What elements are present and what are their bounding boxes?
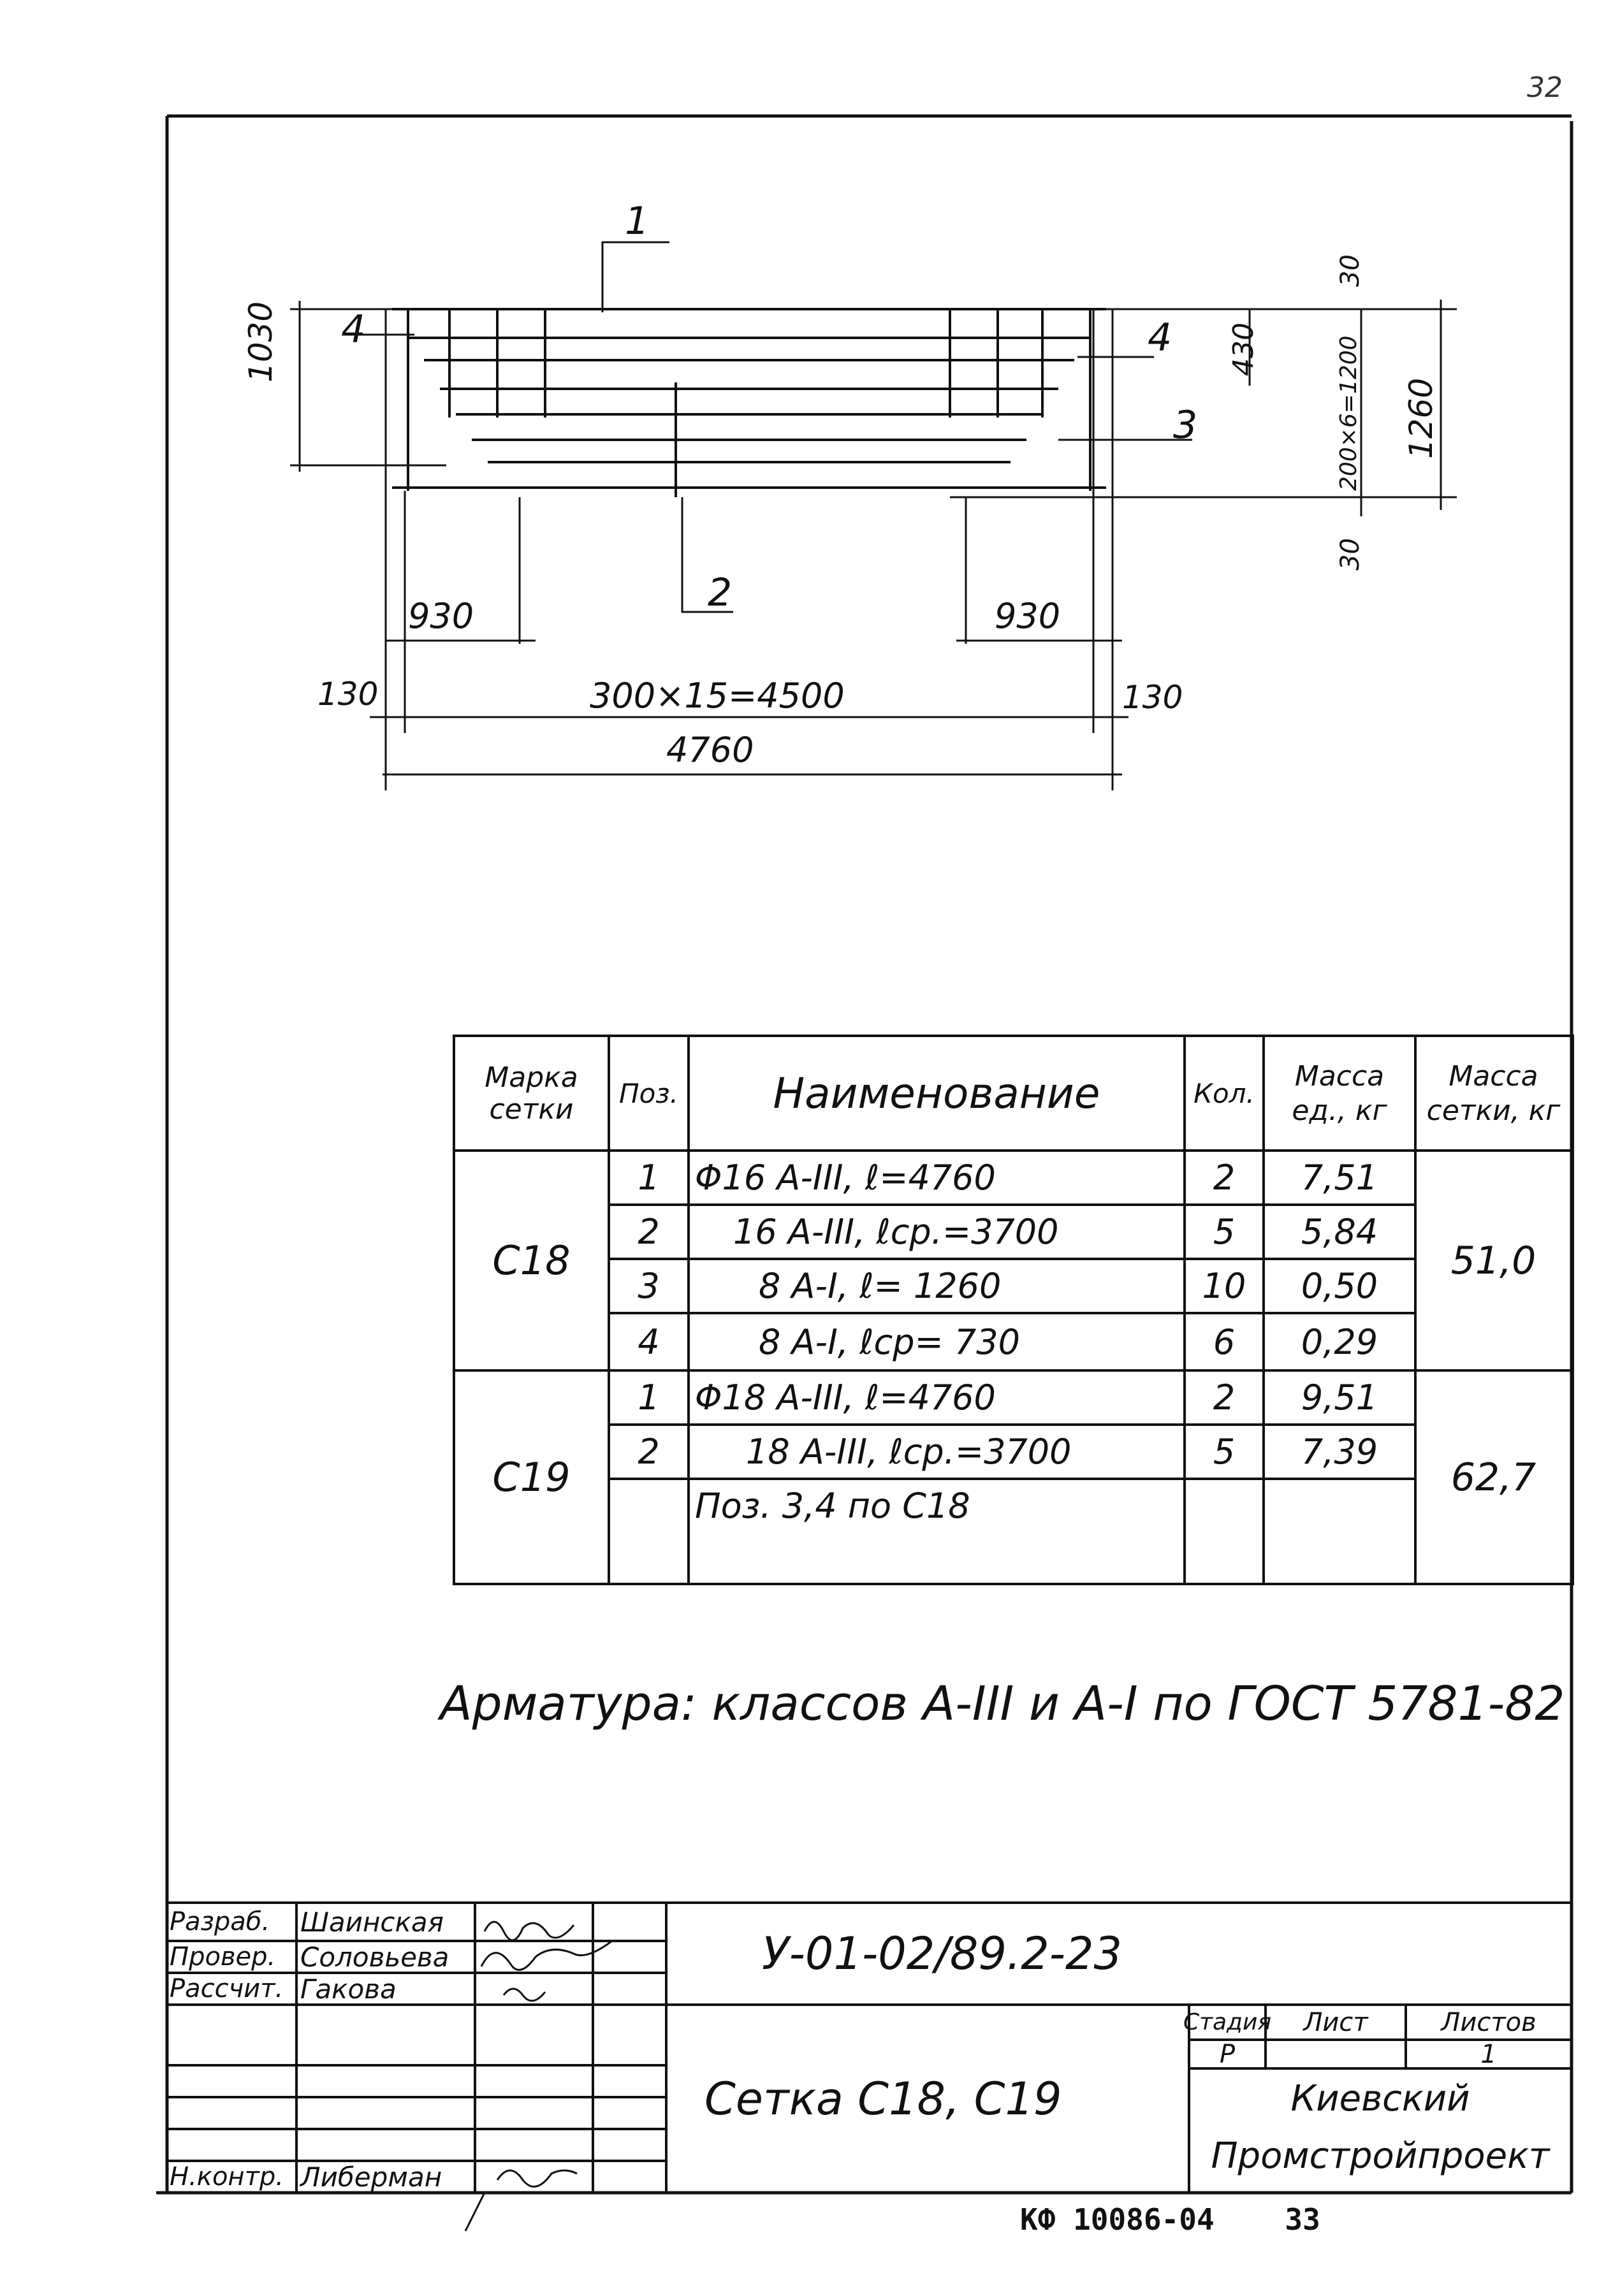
document-code: У-01-02/89.2-23 bbox=[762, 1928, 1123, 1980]
table-row-name: 16 А-III, ℓср.=3700 bbox=[733, 1212, 1059, 1252]
dim-total: 4760 bbox=[666, 730, 754, 770]
table-row-name: Поз. 3,4 по С18 bbox=[695, 1486, 970, 1526]
table-row-unit-mass: 7,51 bbox=[1301, 1158, 1378, 1198]
header-qty: Кол. bbox=[1193, 1078, 1255, 1109]
table-row-qty bbox=[1185, 1479, 1264, 1533]
table-row-qty: 10 bbox=[1202, 1266, 1246, 1306]
mark-c19: С19 bbox=[492, 1454, 571, 1500]
table-row-pos: 3 bbox=[638, 1266, 660, 1306]
sheet-label: Лист bbox=[1303, 2007, 1368, 2037]
sheets-label: Листов bbox=[1441, 2007, 1536, 2037]
dimension-lines bbox=[290, 242, 1457, 790]
table-row-pos: 2 bbox=[638, 1212, 660, 1252]
organization-line-2: Промстройпроект bbox=[1211, 2135, 1550, 2177]
dim-right-130: 130 bbox=[1122, 679, 1183, 716]
archive-stamp: КФ 10086-04 33 bbox=[1020, 2202, 1320, 2237]
title-person: Гакова bbox=[300, 1973, 397, 2005]
table-row-unit-mass: 0,50 bbox=[1301, 1266, 1378, 1306]
callout-position-3: 3 bbox=[1173, 403, 1198, 447]
title-role: Разраб. bbox=[170, 1907, 270, 1936]
table-row-name: 18 А-III, ℓср.=3700 bbox=[746, 1432, 1072, 1472]
sheet-value bbox=[1266, 2040, 1406, 2068]
dim-right-spacing: 200×6=1200 bbox=[1336, 335, 1362, 491]
dim-right-bottom-30: 30 bbox=[1336, 538, 1365, 570]
header-unit-mass: Масса ед., кг bbox=[1292, 1059, 1387, 1127]
dim-span: 300×15=4500 bbox=[590, 676, 845, 716]
title-role: Н.контр. bbox=[170, 2162, 284, 2191]
mesh-drawing bbox=[392, 309, 1106, 497]
mesh-mass-c18: 51,0 bbox=[1450, 1238, 1536, 1283]
table-row-qty: 5 bbox=[1213, 1432, 1236, 1472]
table-row-name: Φ18 А-III, ℓ=4760 bbox=[695, 1377, 996, 1418]
mark-c18: С18 bbox=[492, 1237, 571, 1284]
stage-value: Р bbox=[1219, 2039, 1236, 2069]
dim-right-top: 430 bbox=[1227, 323, 1260, 376]
callout-position-1: 1 bbox=[625, 199, 650, 243]
dim-right-930: 930 bbox=[995, 596, 1061, 636]
table-row-pos: 4 bbox=[638, 1321, 660, 1362]
reinforcement-note: Арматура: классов А-III и А-I по ГОСТ 5781-82 bbox=[440, 1676, 1565, 1731]
dim-left-height: 1030 bbox=[242, 301, 279, 382]
title-person: Либерман bbox=[300, 2161, 442, 2193]
table-row-pos bbox=[609, 1479, 689, 1533]
title-role: Рассчит. bbox=[170, 1974, 284, 2003]
table-row-name: Φ16 А-III, ℓ=4760 bbox=[695, 1158, 996, 1198]
sheet-title: Сетка С18, С19 bbox=[704, 2072, 1062, 2125]
sheets-value: 1 bbox=[1480, 2039, 1497, 2069]
signatures bbox=[465, 1922, 612, 2231]
stage-label: Стадия bbox=[1183, 2009, 1272, 2035]
dim-right-total: 1260 bbox=[1403, 377, 1440, 459]
callout-position-4-left: 4 bbox=[341, 307, 366, 352]
title-person: Шаинская bbox=[300, 1906, 444, 1938]
organization-line-1: Киевский bbox=[1290, 2078, 1470, 2119]
table-row-name: 8 А-I, ℓср= 730 bbox=[759, 1321, 1020, 1362]
table-row-unit-mass bbox=[1264, 1479, 1415, 1533]
table-row-pos: 1 bbox=[638, 1158, 660, 1198]
header-pos: Поз. bbox=[619, 1078, 678, 1109]
dim-right-top-30: 30 bbox=[1336, 254, 1365, 287]
table-row-unit-mass: 9,51 bbox=[1301, 1377, 1378, 1418]
table-row-pos: 2 bbox=[638, 1432, 660, 1472]
table-row-qty: 6 bbox=[1213, 1321, 1236, 1362]
table-row-qty: 2 bbox=[1213, 1377, 1236, 1418]
dim-left-930: 930 bbox=[408, 596, 474, 636]
title-person: Соловьева bbox=[300, 1941, 449, 1973]
table-row-pos: 1 bbox=[638, 1377, 660, 1418]
header-mesh-mass: Масса сетки, кг bbox=[1426, 1059, 1561, 1127]
corner-mark: 32 bbox=[1527, 71, 1563, 104]
title-role: Провер. bbox=[170, 1942, 276, 1972]
header-mark: Марка сетки bbox=[485, 1061, 578, 1126]
callout-position-2: 2 bbox=[708, 570, 733, 615]
table-row-qty: 5 bbox=[1213, 1212, 1236, 1252]
dim-left-130: 130 bbox=[317, 676, 379, 713]
header-name: Наименование bbox=[773, 1069, 1100, 1118]
table-row-qty: 2 bbox=[1213, 1158, 1236, 1198]
table-row-unit-mass: 0,29 bbox=[1301, 1321, 1378, 1362]
mesh-mass-c19: 62,7 bbox=[1450, 1455, 1536, 1500]
table-row-unit-mass: 7,39 bbox=[1301, 1432, 1378, 1472]
callout-position-4-right: 4 bbox=[1148, 316, 1172, 360]
table-row-unit-mass: 5,84 bbox=[1301, 1212, 1378, 1252]
table-row-name: 8 А-I, ℓ= 1260 bbox=[759, 1266, 1002, 1306]
